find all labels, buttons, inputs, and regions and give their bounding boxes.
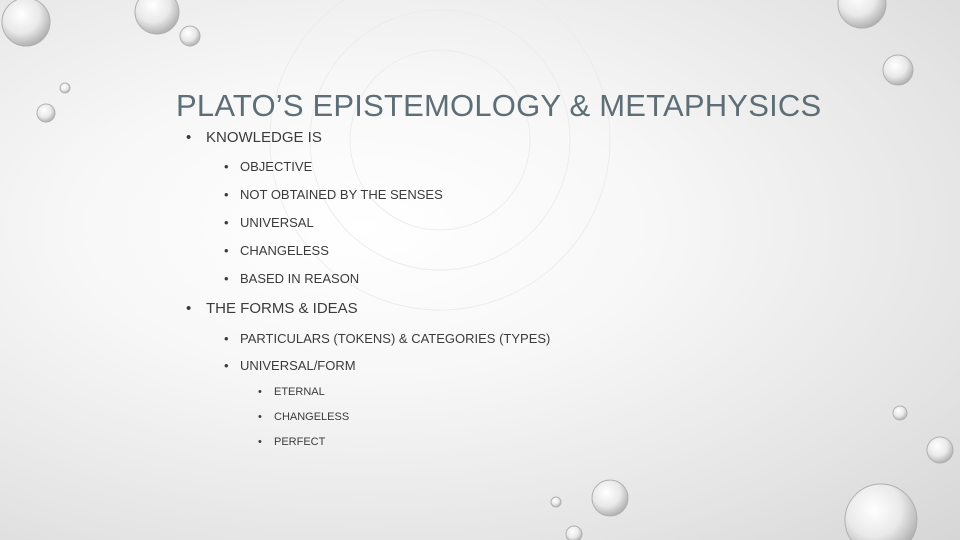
bullet-text: UNIVERSAL <box>240 215 314 230</box>
bullet-text: CHANGELESS <box>274 411 350 423</box>
bullet-eternal <box>258 386 325 398</box>
bullet-text: PARTICULARS (TOKENS) & CATEGORIES (TYPES) <box>240 331 551 346</box>
bullet-text: KNOWLEDGE IS <box>206 129 322 146</box>
bullet-marker: • <box>224 215 229 230</box>
bullet-not-obtained-by-the-senses <box>224 187 443 202</box>
bullet-marker: • <box>224 271 229 286</box>
bullet-marker: • <box>186 129 192 146</box>
bullet-marker: • <box>258 436 262 448</box>
bullet-knowledge-is <box>186 129 322 146</box>
bullet-marker: • <box>224 243 229 258</box>
bullet-marker: • <box>186 300 192 317</box>
bullet-the-forms-and-ideas <box>186 300 358 317</box>
bullet-universal-form <box>224 358 356 373</box>
bullet-text: OBJECTIVE <box>240 159 313 174</box>
bullet-text: CHANGELESS <box>240 243 329 258</box>
slide-title: PLATO’S EPISTEMOLOGY & METAPHYSICS <box>176 88 822 123</box>
bullet-text: UNIVERSAL/FORM <box>240 358 356 373</box>
bullet-text: PERFECT <box>274 436 326 448</box>
bullet-text: BASED IN REASON <box>240 271 360 286</box>
bullet-text: NOT OBTAINED BY THE SENSES <box>240 187 443 202</box>
bullet-objective <box>224 159 312 174</box>
bullet-universal <box>224 215 314 230</box>
bullet-marker: • <box>258 386 262 398</box>
bullet-text: ETERNAL <box>274 386 325 398</box>
bullet-changeless <box>224 243 329 258</box>
bullet-text: THE FORMS & IDEAS <box>206 300 358 317</box>
bullet-marker: • <box>224 187 229 202</box>
bullet-changeless-form <box>258 411 349 423</box>
water-drop-group <box>2 0 953 540</box>
bullet-particulars-and-categories <box>224 331 550 346</box>
bullet-marker: • <box>224 159 229 174</box>
bullet-marker: • <box>224 358 229 373</box>
bullet-marker: • <box>224 331 229 346</box>
bullet-based-in-reason <box>224 271 359 286</box>
bullet-marker: • <box>258 411 262 423</box>
bullet-perfect <box>258 436 325 448</box>
